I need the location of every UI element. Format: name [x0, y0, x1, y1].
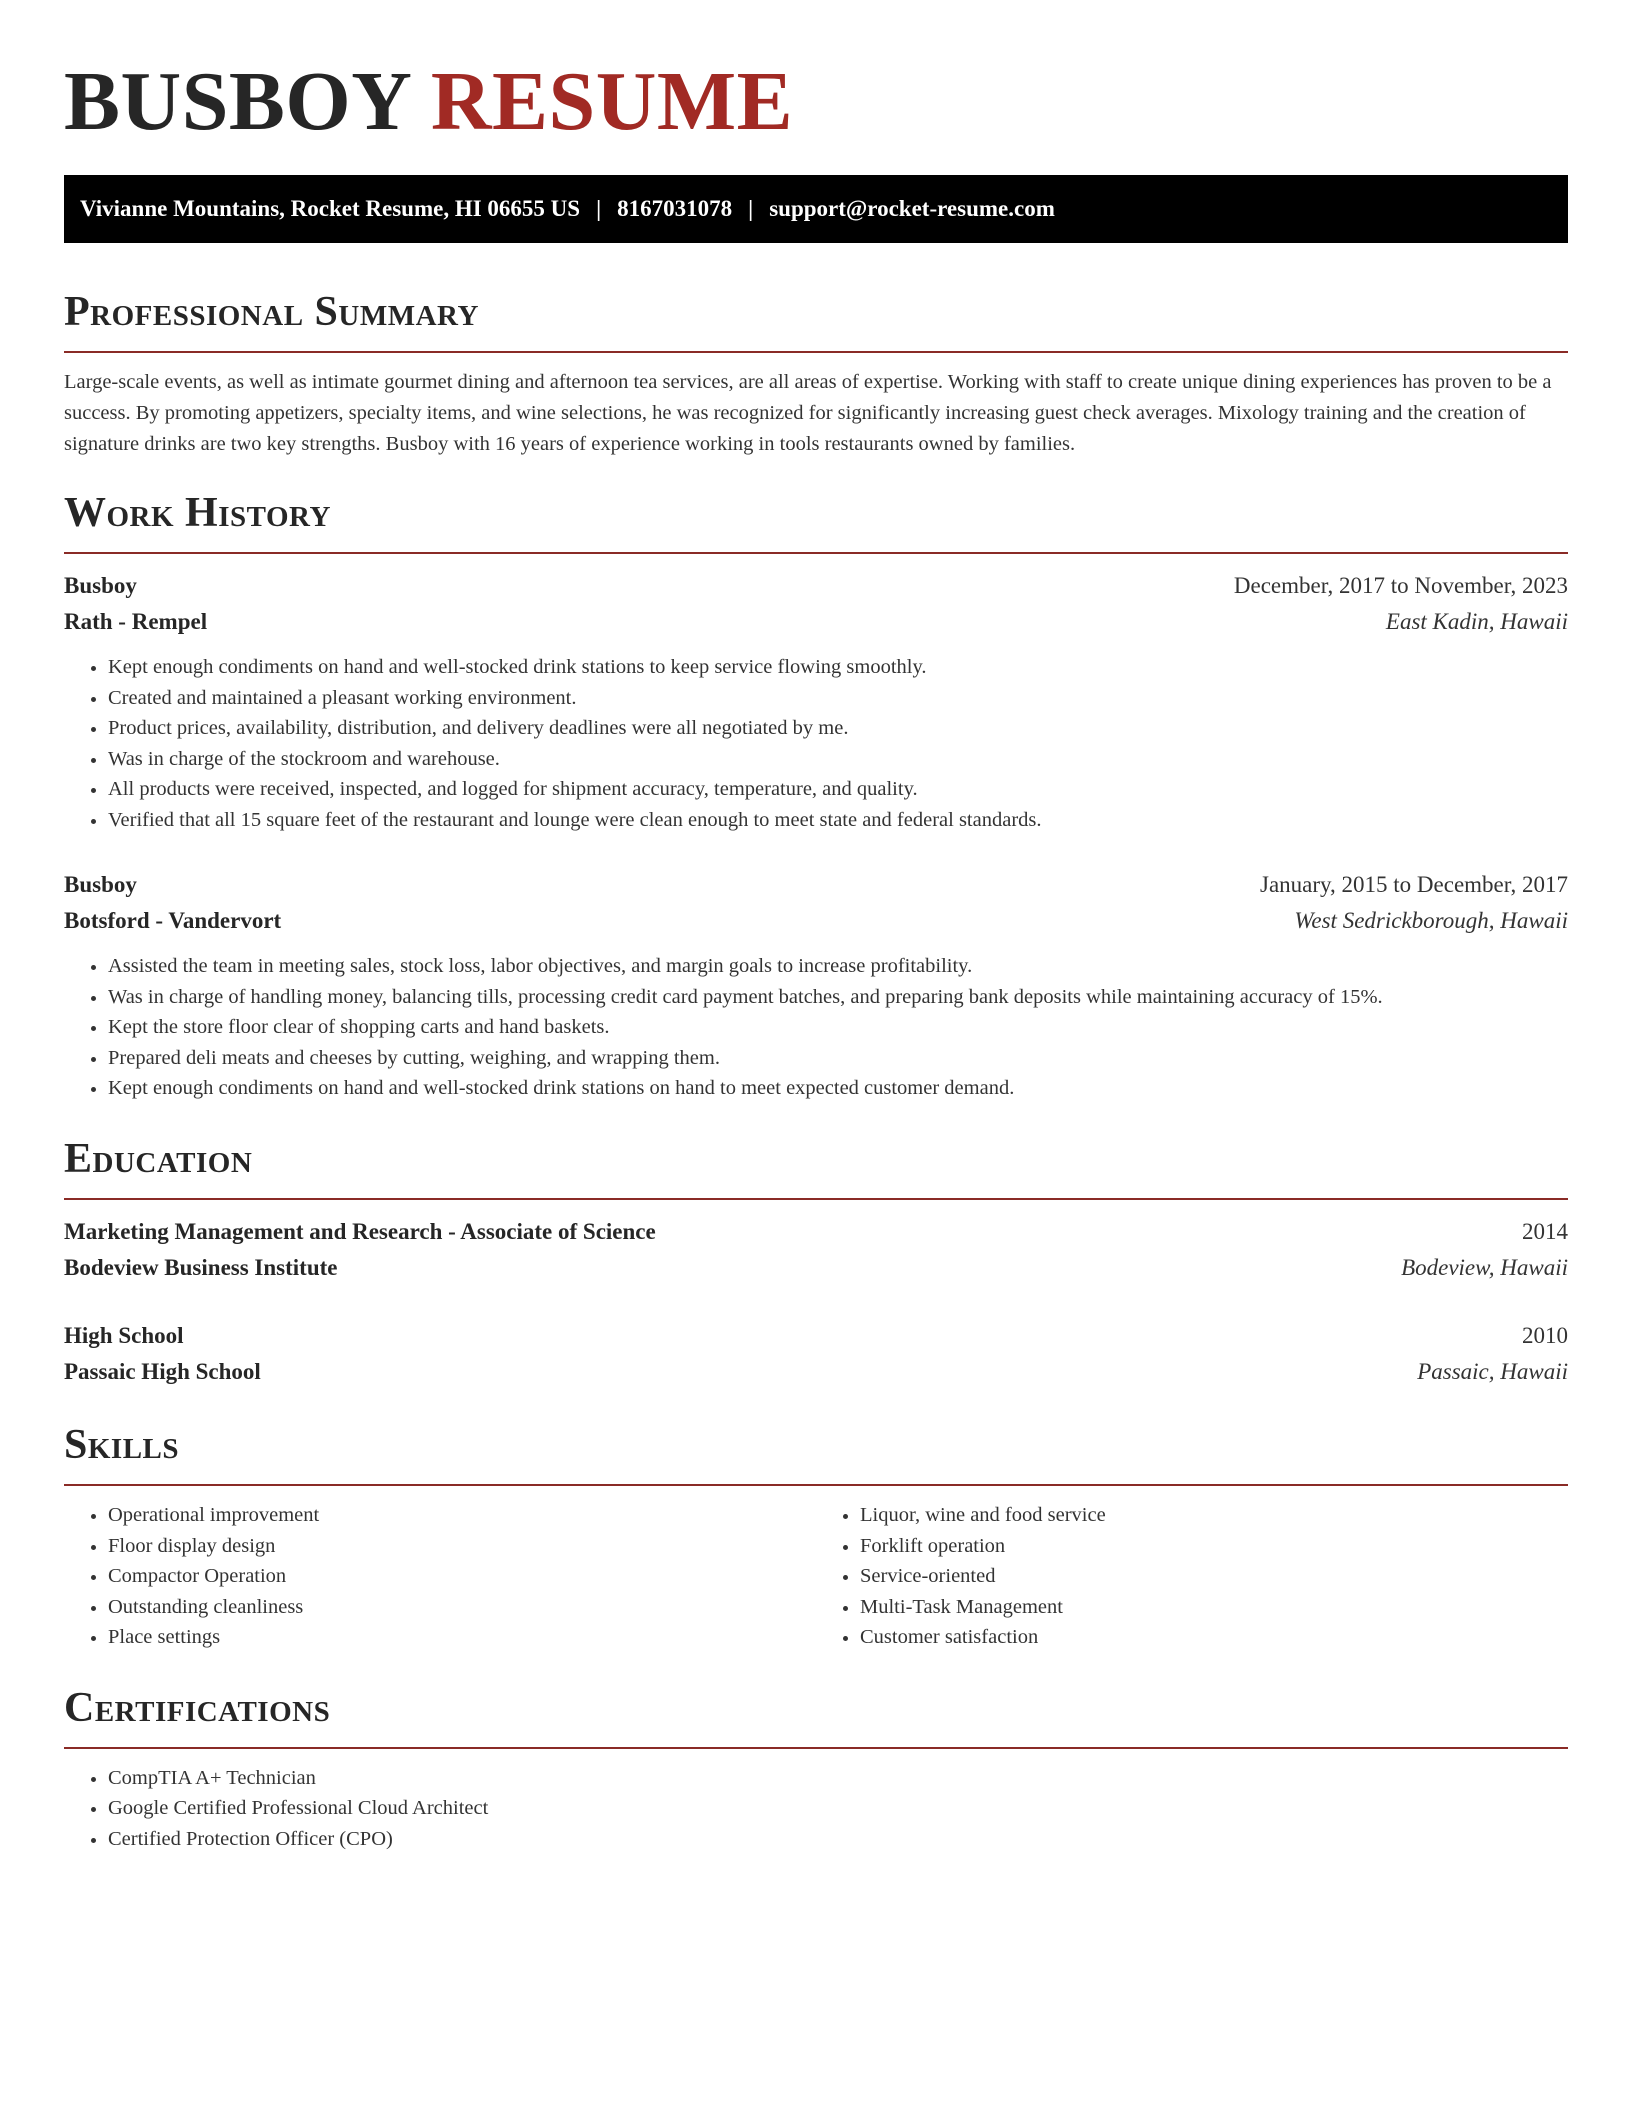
summary-section: [64, 289, 1568, 460]
job-location: West Sedrickborough, Hawaii: [1294, 908, 1568, 934]
list-item: • Kept the store floor clear of shopping carts and hand baskets.: [108, 1012, 1568, 1043]
section-divider: [64, 351, 1568, 353]
education-entry: [64, 1318, 1568, 1390]
skills-section: [64, 1422, 1568, 1653]
section-divider: [64, 1484, 1568, 1486]
skills-grid: [64, 1500, 1568, 1653]
job-entry: [64, 867, 1568, 1104]
graduation-year: 2010: [1522, 1322, 1568, 1348]
degree: High School: [64, 1322, 184, 1348]
section-divider: [64, 1747, 1568, 1749]
job-title: Busboy: [64, 573, 137, 599]
list-item: • Operational improvement: [108, 1500, 816, 1531]
education-row: [64, 1318, 1568, 1354]
list-item: • Place settings: [108, 1622, 816, 1653]
title-main: BUSBOY: [64, 55, 410, 148]
list-item: • Compactor Operation: [108, 1561, 816, 1592]
degree: Marketing Management and Research - Associate of Science: [64, 1218, 656, 1244]
list-item: • Verified that all 15 square feet of the restaurant and lounge were clean enough to meet state and federal standards.: [108, 805, 1568, 836]
job-bullets: [64, 951, 1568, 1104]
section-divider: [64, 552, 1568, 554]
job-dates: December, 2017 to November, 2023: [1233, 573, 1568, 599]
list-item: • Liquor, wine and food service: [860, 1500, 1568, 1531]
education-row: [64, 1354, 1568, 1390]
education-row: [64, 1250, 1568, 1286]
list-item: • Outstanding cleanliness: [108, 1592, 816, 1623]
education-entry: [64, 1214, 1568, 1286]
job-bullets: [64, 652, 1568, 835]
list-item: • Kept enough condiments on hand and well-stocked drink stations on hand to meet expected customer demand.: [108, 1073, 1568, 1104]
list-item: • Multi-Task Management: [860, 1592, 1568, 1623]
section-heading: Education: [64, 1135, 253, 1182]
list-item: • Service-oriented: [860, 1561, 1568, 1592]
education-row: [64, 1214, 1568, 1250]
list-item: • Floor display design: [108, 1531, 816, 1562]
job-row: [64, 903, 1568, 939]
list-item: • All products were received, inspected, and logged for shipment accuracy, temperature, and quality.: [108, 774, 1568, 805]
list-item: • Kept enough condiments on hand and well-stocked drink stations to keep service flowing smoothly.: [108, 652, 1568, 683]
certifications-section: [64, 1685, 1568, 1855]
contact-separator: |: [596, 195, 602, 221]
title-accent: RESUME: [430, 55, 794, 148]
school-location: Bodeview, Hawaii: [1401, 1254, 1568, 1280]
list-item: • Product prices, availability, distribution, and delivery deadlines were all negotiated by me.: [108, 713, 1568, 744]
graduation-year: 2014: [1522, 1218, 1568, 1244]
school-location: Passaic, Hawaii: [1417, 1358, 1568, 1384]
section-heading: Professional Summary: [64, 288, 479, 335]
job-location: East Kadin, Hawaii: [1385, 609, 1568, 635]
contact-email: support@rocket-resume.com: [769, 195, 1055, 221]
work-section: [64, 490, 1568, 1104]
contact-bar: [64, 175, 1568, 243]
contact-address: Vivianne Mountains, Rocket Resume, HI 06655 US: [80, 195, 581, 221]
school-name: Passaic High School: [64, 1358, 261, 1384]
job-title: Busboy: [64, 872, 137, 898]
list-item: • Google Certified Professional Cloud Architect: [108, 1793, 1568, 1824]
list-item: • Certified Protection Officer (CPO): [108, 1824, 1568, 1855]
job-row: [64, 568, 1568, 604]
list-item: • Forklift operation: [860, 1531, 1568, 1562]
section-heading: Certifications: [64, 1684, 331, 1731]
section-divider: [64, 1198, 1568, 1200]
contact-separator: |: [748, 195, 754, 221]
job-row: [64, 604, 1568, 640]
list-item: • Assisted the team in meeting sales, stock loss, labor objectives, and margin goals to increase profitability.: [108, 951, 1568, 982]
job-dates: January, 2015 to December, 2017: [1260, 872, 1568, 898]
skills-list-left: [64, 1500, 816, 1653]
education-section: [64, 1136, 1568, 1390]
section-heading: Skills: [64, 1421, 180, 1468]
list-item: • Customer satisfaction: [860, 1622, 1568, 1653]
certifications-list: [64, 1763, 1568, 1855]
list-item: • CompTIA A+ Technician: [108, 1763, 1568, 1794]
contact-phone: 8167031078: [617, 195, 733, 221]
list-item: • Prepared deli meats and cheeses by cutting, weighing, and wrapping them.: [108, 1043, 1568, 1074]
list-item: • Was in charge of the stockroom and warehouse.: [108, 744, 1568, 775]
skills-list-right: [816, 1500, 1568, 1653]
list-item: • Was in charge of handling money, balancing tills, processing credit card payment batches, and preparing bank deposits while maintaining accuracy of 15%.: [108, 982, 1568, 1013]
summary-text: Large-scale events, as well as intimate gourmet dining and afternoon tea services, are all areas of expertise. Working with staff to create unique dining experiences has proven to be a success. By promoting appetizers, specialty items, and wine selections, he was recognized for significantly increasing guest check averages. Mixology training and the creation of signature drinks are two key strengths. Busboy with 16 years of experience working in tools restaurants owned by families.: [64, 370, 1552, 455]
job-row: [64, 867, 1568, 903]
section-heading: Work History: [64, 489, 331, 536]
school-name: Bodeview Business Institute: [64, 1254, 338, 1280]
job-company: Botsford - Vandervort: [64, 908, 282, 934]
job-company: Rath - Rempel: [64, 609, 208, 635]
list-item: • Created and maintained a pleasant working environment.: [108, 683, 1568, 714]
job-entry: [64, 568, 1568, 835]
resume-title: [64, 52, 1568, 153]
